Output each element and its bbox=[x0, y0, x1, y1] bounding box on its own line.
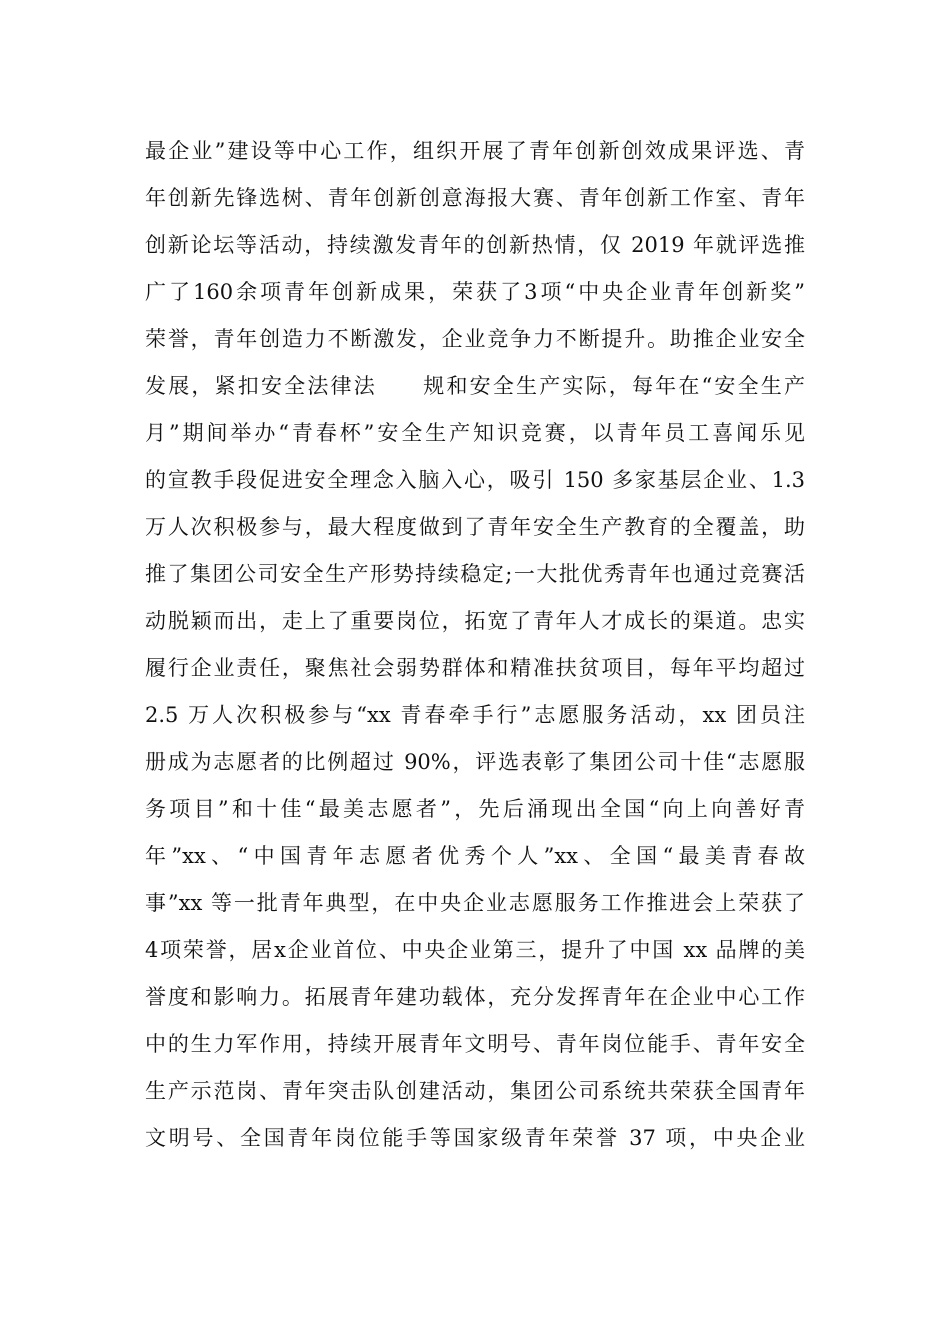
body-text-line: 中的生力军作用，持续开展青年文明号、青年岗位能手、青年安全 bbox=[145, 1032, 805, 1056]
body-text-line: 事”xx 等一批青年典型，在中央企业志愿服务工作推进会上荣获了 bbox=[145, 891, 805, 915]
body-text-line: 年创新先锋选树、青年创新创意海报大赛、青年创新工作室、青年 bbox=[145, 186, 805, 210]
body-text-line: 年”xx、“中国青年志愿者优秀个人”xx、全国“最美青春故 bbox=[145, 844, 805, 868]
body-text-line: 4项荣誉，居x企业首位、中央企业第三，提升了中国 xx 品牌的美 bbox=[145, 938, 805, 962]
body-text-line: 荣誉，青年创造力不断激发，企业竞争力不断提升。助推企业安全 bbox=[145, 327, 805, 351]
body-text-line: 发展，紧扣安全法律法 规和安全生产实际，每年在“安全生产 bbox=[145, 374, 805, 398]
body-text-line: 月”期间举办“青春杯”安全生产知识竞赛，以青年员工喜闻乐见 bbox=[145, 421, 805, 445]
body-text-line: 履行企业责任，聚焦社会弱势群体和精准扶贫项目，每年平均超过 bbox=[145, 656, 805, 680]
body-text-line: 广了160余项青年创新成果，荣获了3项“中央企业青年创新奖” bbox=[145, 280, 805, 304]
body-text-line: 的宣教手段促进安全理念入脑入心，吸引 150 多家基层企业、1.3 bbox=[145, 468, 805, 492]
body-text-line: 最企业”建设等中心工作，组织开展了青年创新创效成果评选、青 bbox=[145, 139, 805, 163]
body-text-line: 推了集团公司安全生产形势持续稳定;一大批优秀青年也通过竞赛活 bbox=[145, 562, 805, 586]
body-text-line: 生产示范岗、青年突击队创建活动，集团公司系统共荣获全国青年 bbox=[145, 1079, 805, 1103]
body-text-line: 文明号、全国青年岗位能手等国家级青年荣誉 37 项，中央企业 bbox=[145, 1126, 805, 1150]
body-text-line: 2.5 万人次积极参与“xx 青春牵手行”志愿服务活动，xx 团员注 bbox=[145, 703, 805, 727]
body-text-line: 万人次积极参与，最大程度做到了青年安全生产教育的全覆盖，助 bbox=[145, 515, 805, 539]
body-text-line: 创新论坛等活动，持续激发青年的创新热情，仅 2019 年就评选推 bbox=[145, 233, 805, 257]
body-text-line: 誉度和影响力。拓展青年建功载体，充分发挥青年在企业中心工作 bbox=[145, 985, 805, 1009]
body-text-line: 动脱颖而出，走上了重要岗位，拓宽了青年人才成长的渠道。忠实 bbox=[145, 609, 805, 633]
body-text-line: 册成为志愿者的比例超过 90%，评选表彰了集团公司十佳“志愿服 bbox=[145, 750, 805, 774]
body-text-line: 务项目”和十佳“最美志愿者”，先后涌现出全国“向上向善好青 bbox=[145, 797, 805, 821]
